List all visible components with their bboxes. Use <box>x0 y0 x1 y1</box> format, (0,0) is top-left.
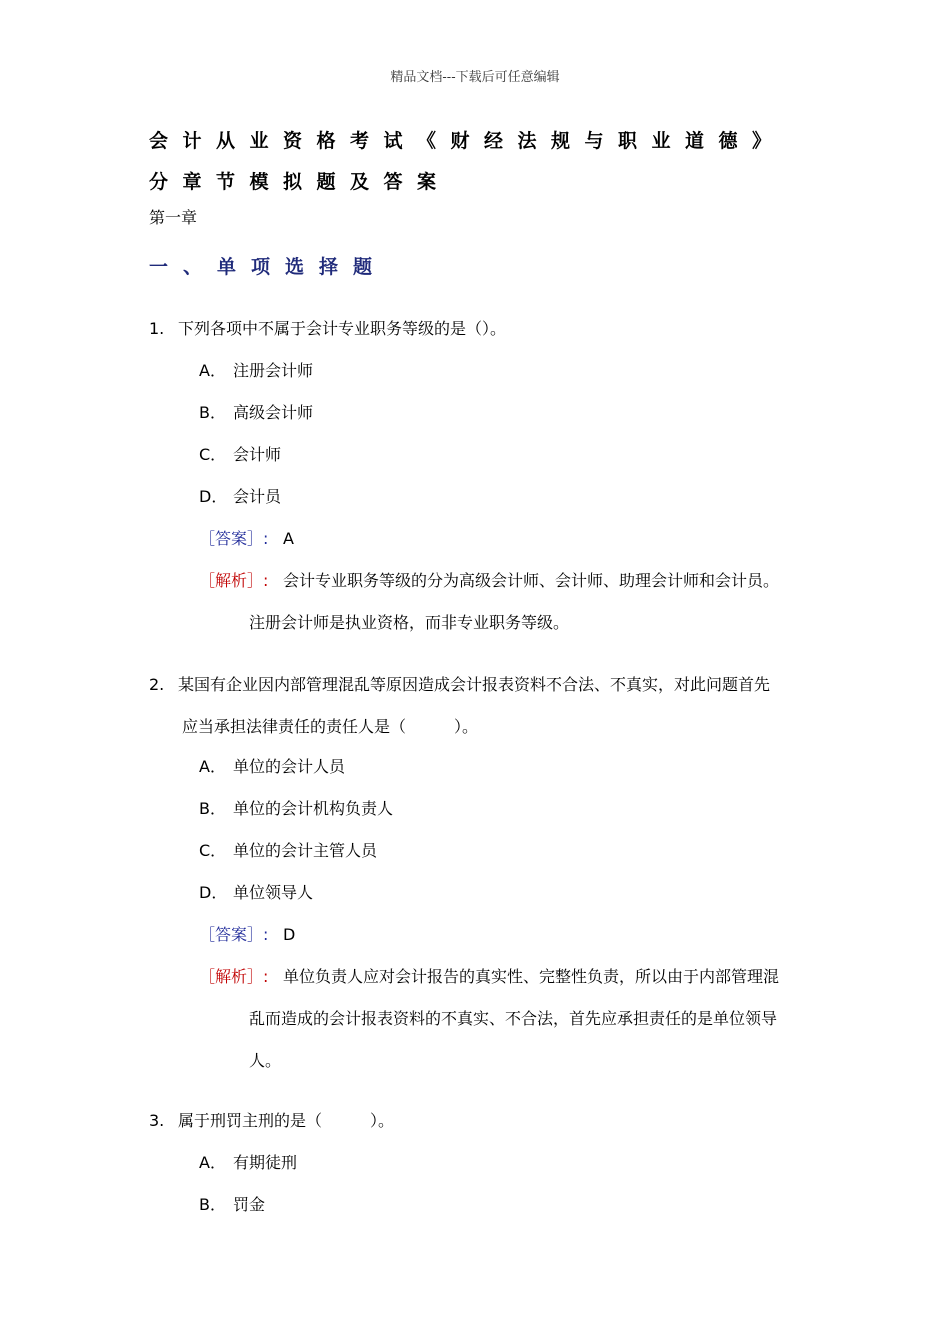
option-text: 单位的会计机构负责人 <box>233 799 394 818</box>
section-heading: 一、单项选择题 <box>149 256 388 278</box>
answer-2 <box>199 922 295 945</box>
page-header: 精品文档---下载后可任意编辑 <box>390 70 560 85</box>
question-number: 2. <box>149 675 165 694</box>
answer-tag: ［答案］: <box>199 925 269 944</box>
explanation-text: 单位负责人应对会计报告的真实性、完整性负责，所以由于内部管理混 <box>283 967 780 986</box>
chapter-heading: 第一章 <box>149 208 198 227</box>
option-text: 会计师 <box>233 445 282 464</box>
answer-1 <box>199 526 294 549</box>
option-2d <box>199 880 313 903</box>
question-text: 某国有企业因内部管理混乱等原因造成会计报表资料不合法、不真实，对此问题首先 <box>178 675 771 694</box>
question-3 <box>149 1108 394 1131</box>
explanation-tag: ［解析］: <box>199 571 269 590</box>
explanation-tag: ［解析］: <box>199 967 269 986</box>
doc-title-line1: 会计从业资格考试《财经法规与职业道德》 <box>149 130 786 152</box>
option-letter: A． <box>199 757 226 776</box>
option-text: 高级会计师 <box>233 403 314 422</box>
answer-value: A <box>283 529 294 548</box>
option-2a <box>199 754 345 777</box>
option-text: 单位领导人 <box>233 883 314 902</box>
option-letter: D． <box>199 883 228 902</box>
option-3b <box>199 1192 265 1215</box>
explanation-2-line3: 人。 <box>249 1051 282 1070</box>
explanation-text: 会计专业职务等级的分为高级会计师、会计师、助理会计师和会计员。 <box>283 571 780 590</box>
explanation-2-line2: 乱而造成的会计报表资料的不真实、不合法，首先应承担责任的是单位领导 <box>249 1009 778 1028</box>
option-letter: A． <box>199 361 226 380</box>
question-2 <box>149 672 770 695</box>
option-letter: B． <box>199 403 226 422</box>
doc-title-line2: 分章节模拟题及答案 <box>149 171 451 193</box>
option-1b <box>199 400 313 423</box>
option-text: 罚金 <box>233 1195 266 1214</box>
option-letter: A． <box>199 1153 226 1172</box>
option-text: 单位的会计人员 <box>233 757 346 776</box>
option-text: 会计员 <box>233 487 282 506</box>
option-text: 单位的会计主管人员 <box>233 841 378 860</box>
option-3a <box>199 1150 297 1173</box>
question-2-line2: 应当承担法律责任的责任人是（ ）。 <box>182 717 479 736</box>
option-letter: D． <box>199 487 228 506</box>
option-letter: C． <box>199 445 227 464</box>
option-letter: B． <box>199 1195 226 1214</box>
option-2b <box>199 796 393 819</box>
option-text: 有期徒刑 <box>233 1153 298 1172</box>
option-1c <box>199 442 281 465</box>
answer-tag: ［答案］: <box>199 529 269 548</box>
explanation-1 <box>199 568 779 591</box>
question-1 <box>149 316 506 339</box>
question-number: 3. <box>149 1111 165 1130</box>
option-letter: B． <box>199 799 226 818</box>
option-1a <box>199 358 313 381</box>
question-text: 下列各项中不属于会计专业职务等级的是（）。 <box>178 319 507 338</box>
question-number: 1. <box>149 319 165 338</box>
question-text: 属于刑罚主刑的是（ ）。 <box>178 1111 395 1130</box>
explanation-1-line2: 注册会计师是执业资格，而非专业职务等级。 <box>249 613 570 632</box>
option-text: 注册会计师 <box>233 361 314 380</box>
option-1d <box>199 484 281 507</box>
explanation-2 <box>199 964 779 987</box>
option-letter: C． <box>199 841 227 860</box>
answer-value: D <box>283 925 296 944</box>
option-2c <box>199 838 377 861</box>
